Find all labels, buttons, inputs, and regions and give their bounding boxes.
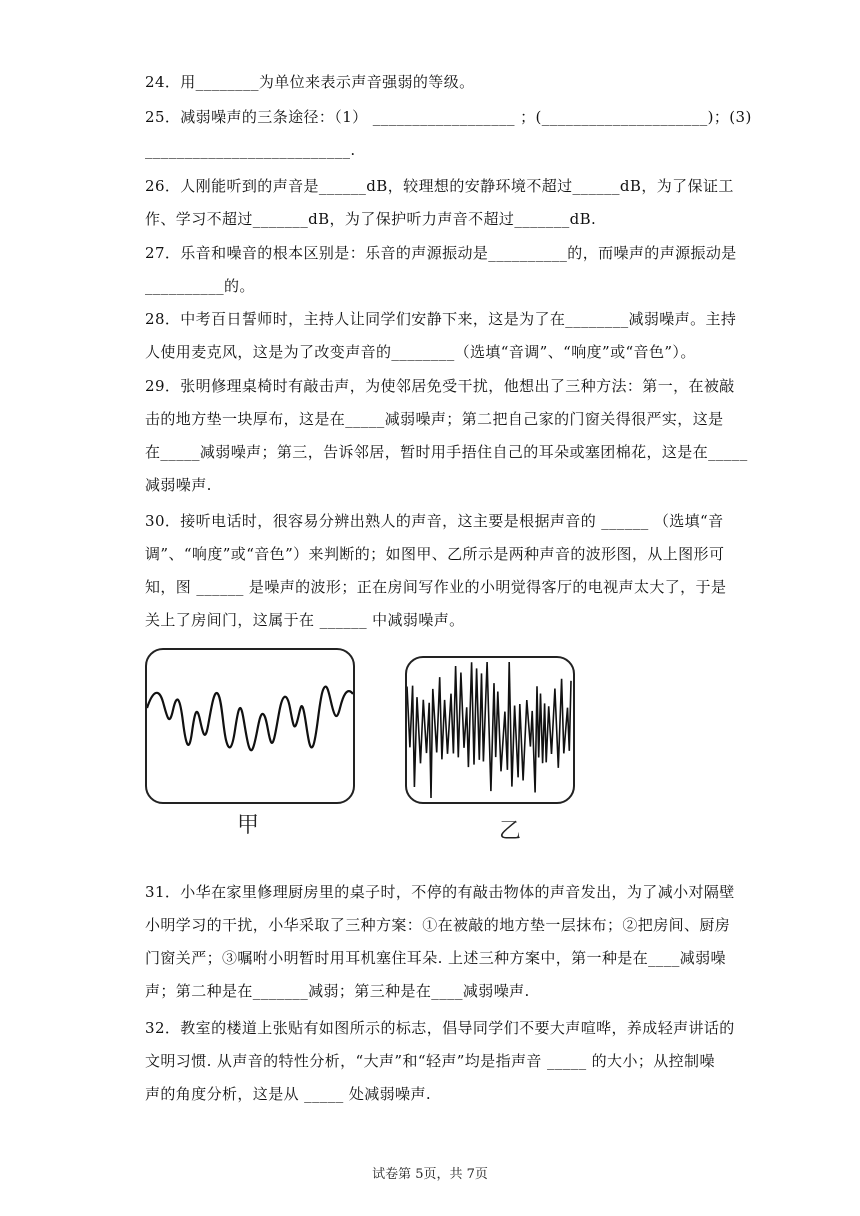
question-line: 减弱噪声. (145, 476, 212, 494)
question-26 (145, 170, 734, 236)
question-line: 声的角度分析，这是从 _____ 处减弱噪声. (145, 1085, 432, 1103)
question-29 (145, 370, 748, 502)
question-line: __________________________. (145, 141, 356, 159)
question-line: 知，图 ______ 是噪声的波形；正在房间写作业的小明觉得客厅的电视声太大了，于是 (145, 578, 727, 596)
waveform-yi-box (405, 656, 575, 804)
question-line: 32．教室的楼道上张贴有如图所示的标志，倡导同学们不要大声喧哗，养成轻声讲话的 (145, 1019, 735, 1037)
page-footer: 试卷第 5页，共 7页 (372, 1167, 488, 1182)
question-line: 调”、“响度”或“音色”）来判断的；如图甲、乙所示是两种声音的波形图，从上图形可 (145, 545, 725, 563)
waveform-jia-box (145, 648, 355, 804)
question-line: 关上了房间门，这属于在 ______ 中减弱噪声。 (145, 611, 465, 629)
question-line: 小明学习的干扰，小华采取了三种方案：①在被敲的地方垫一层抹布；②把房间、厨房 (145, 916, 731, 934)
question-32 (145, 1012, 735, 1111)
figure-label-yi: 乙 (499, 819, 522, 844)
question-line: 30．接听电话时，很容易分辨出熟人的声音，这主要是根据声音的 ______ （选填“音 (145, 512, 724, 530)
question-line: 29．张明修理桌椅时有敲击声，为使邻居免受干扰，他想出了三种方法：第一，在被敲 (145, 377, 735, 395)
question-line: 28．中考百日誓师时，主持人让同学们安静下来，这是为了在________减弱噪声。主持 (145, 310, 737, 328)
question-line: __________的。 (145, 277, 255, 295)
question-line: 31．小华在家里修理厨房里的桌子时，不停的有敲击物体的声音发出，为了减小对隔壁 (145, 883, 735, 901)
question-25 (145, 101, 752, 167)
question-line: 25．减弱噪声的三条途径：（1） __________________ ；(_____________________)；(3) (145, 108, 752, 126)
question-line: 24．用________为单位来表示声音强弱的等级。 (145, 73, 475, 91)
question-28 (145, 303, 737, 369)
question-line: 门窗关严；③嘱咐小明暂时用耳机塞住耳朵. 上述三种方案中，第一种是在____减弱噪 (145, 949, 726, 967)
question-line: 人使用麦克风，这是为了改变声音的________（选填“音调”、“响度”或“音色”）。 (145, 343, 696, 361)
figure-label-jia: 甲 (237, 813, 260, 838)
question-line: 声；第二种是在_______减弱；第三种是在____减弱噪声. (145, 982, 530, 1000)
question-30 (145, 505, 727, 637)
question-line: 27．乐音和噪音的根本区别是：乐音的声源振动是__________的，而噪声的声源振动是 (145, 244, 737, 262)
waveform-jia-icon (147, 650, 353, 802)
question-line: 作、学习不超过_______dB，为了保护听力声音不超过_______dB. (145, 210, 597, 228)
question-31 (145, 876, 735, 1008)
question-line: 文明习惯. 从声音的特性分析，“大声”和“轻声”均是指声音 _____ 的大小；从控制噪 (145, 1052, 715, 1070)
question-27 (145, 237, 737, 303)
question-line: 26．人刚能听到的声音是______dB，较理想的安静环境不超过______dB，为了保证工 (145, 177, 734, 195)
waveform-yi-icon (407, 658, 573, 802)
question-24 (145, 66, 717, 99)
question-line: 击的地方垫一块厚布，这是在_____减弱噪声；第二把自己家的门窗关得很严实，这是 (145, 410, 724, 428)
question-line: 在_____减弱噪声；第三，告诉邻居，暂时用手捂住自己的耳朵或塞团棉花，这是在_____ (145, 443, 748, 461)
